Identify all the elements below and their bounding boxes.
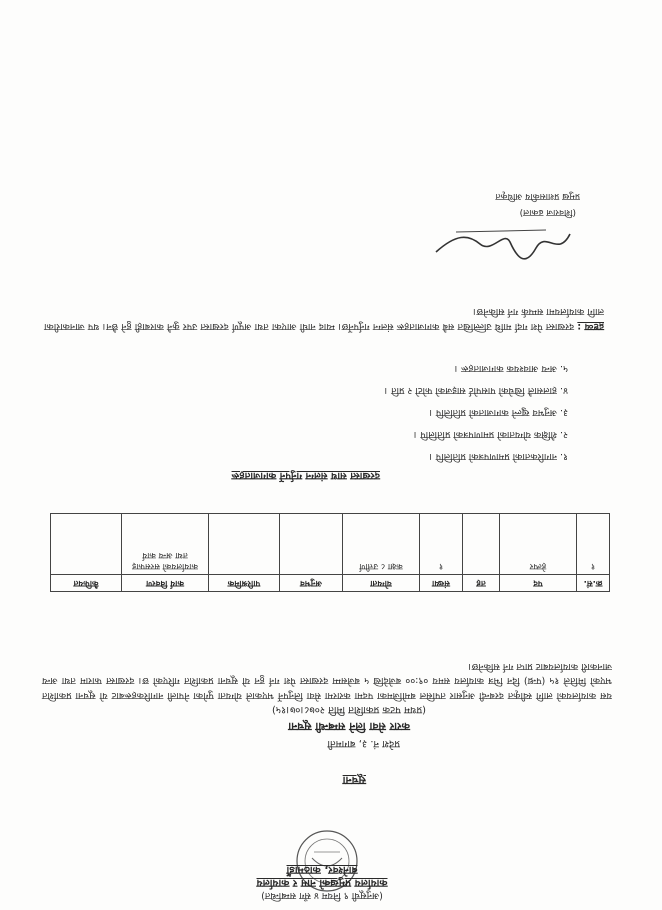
document-item: ५. अन्य आवश्यक कागजातहरू ।	[454, 363, 568, 374]
notice-title: सूचना	[342, 774, 366, 787]
table-header-cell: पद	[500, 575, 577, 592]
document-header	[212, 863, 432, 902]
document-item: २. शैक्षिक योग्यताको प्रमाणपत्रको प्रतिलिपि ।	[413, 429, 568, 440]
table-cell: कार्यालयको सरसफाइ तथा अन्य कार्य	[122, 514, 209, 575]
table-cell: १	[420, 514, 463, 575]
notice-body-paragraph: यस कार्यालयको लागि स्वीकृत दरबन्दी अनुसार तपसिल बमोजिमका पदमा करारमा सेवा लिनुपर्ने भएकाले योग्यता पुगेका नेपाली नागरिकहरूबाट यो सूचना प्रकाशित भएको मितिले १५ (पन्ध्र) दिन भित्र कार्यालय समय ०९:०० बजेदेखि ५ बजेसम्म दरखास्त पेश गर्न हुन यो सूचना प्रकाशित गरिएको छ। दरखास्त फाराम तथा अन्य जानकारी कार्यालयबाट प्राप्त गर्न सकिनेछ।	[42, 661, 612, 701]
vacancy-table	[50, 513, 610, 592]
table-cell	[51, 514, 122, 575]
handwritten-signature	[426, 224, 576, 264]
table-cell: कक्षा ८ उत्तीर्ण	[343, 514, 420, 575]
table-header-cell: कैफियत	[51, 575, 122, 592]
table-cell: हेल्पर	[500, 514, 577, 575]
table-row	[51, 514, 610, 575]
documents-heading: दरखास्त साथ संलग्न गर्नुपर्ने कागजातहरू	[231, 470, 380, 481]
table-header-cell: संख्या	[420, 575, 463, 592]
note-label: द्रष्टव्य :	[577, 321, 604, 332]
header-location: बानेश्वर, काठमाडौं	[286, 864, 358, 876]
note-text: दरखास्त पेश गर्दा माथि उल्लिखित सबै कागजातहरू संलग्न गर्नुपर्नेछ। म्याद नाघी आएका तथा अपूर्ण दरखास्त उपर कुनै कारबाही हुने छैन। थप जानकारीका लागि कार्यालयमा सम्पर्क गर्न सकिनेछ।	[44, 306, 604, 332]
header-office-name: कार्यालय प्रमुखको नाम र कार्यालय	[256, 877, 388, 889]
notice-subject: करार सेवा लिने सम्बन्धी सूचना	[288, 720, 410, 733]
table-cell	[463, 514, 500, 575]
notice-publish-date: (प्रथम पटक प्रकाशित मिति २०७८।०७।१५)	[271, 704, 426, 715]
notice-location-line: प्रदेश नं. ३, बागमती	[327, 738, 400, 749]
signatory-name: (शिवराज ढकाल)	[519, 207, 576, 217]
table-header-row	[51, 575, 610, 592]
header-line-1: (अनुसूची ९ नियम ४ सँग सम्बन्धित)	[261, 890, 383, 901]
document-item: ४. हालसालै खिचेको पासपोर्ट साइजको फोटो २ प्रति ।	[384, 385, 568, 396]
table-header-cell: योग्यता	[343, 575, 420, 592]
signatory-title: प्रमुख प्रशासकीय अधिकृत	[495, 191, 580, 201]
table-cell	[209, 514, 280, 575]
table-header-cell: तह	[463, 575, 500, 592]
table-header-cell: अनुभव	[280, 575, 343, 592]
table-header-cell: कार्य विवरण	[122, 575, 209, 592]
table-header-cell: पारिश्रमिक	[209, 575, 280, 592]
document-item: १. नागरिकताको प्रमाणपत्रको प्रतिलिपि ।	[429, 451, 568, 462]
table-cell	[280, 514, 343, 575]
table-header-cell: क्र.सं.	[577, 575, 610, 592]
note-paragraph	[44, 304, 604, 334]
document-item: ३. अनुभव खुल्ने कागजातको प्रतिलिपि ।	[429, 407, 568, 418]
table-cell: १	[577, 514, 610, 575]
